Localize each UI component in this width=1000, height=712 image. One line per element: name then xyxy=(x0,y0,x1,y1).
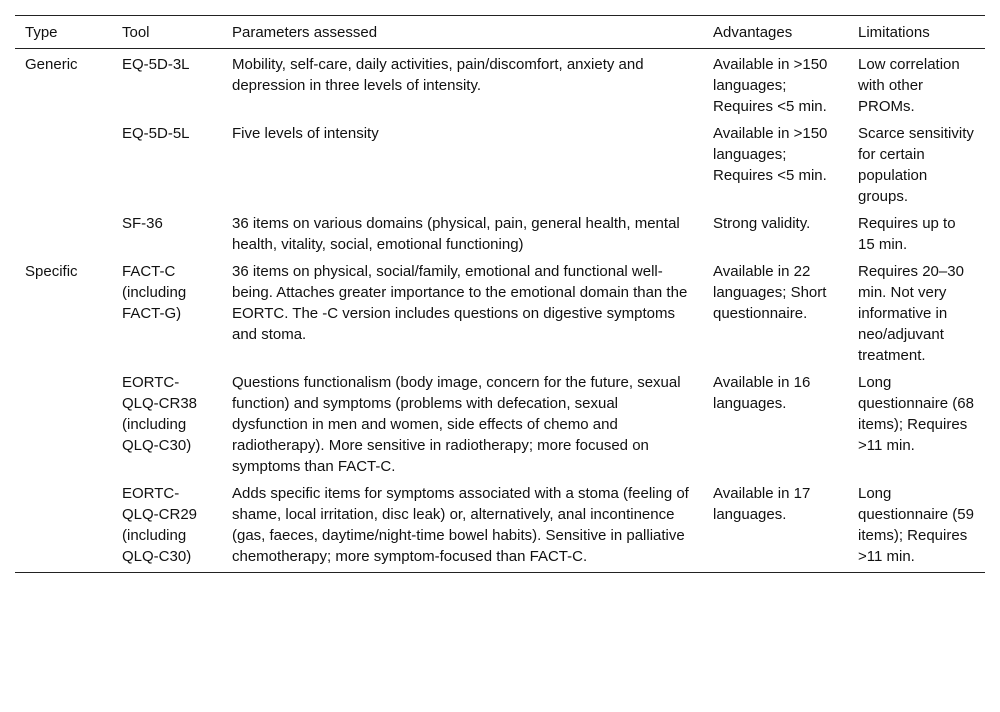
cell-advantages: Strong validity. xyxy=(713,215,811,232)
table-row xyxy=(15,120,985,210)
cell-params: Adds specific items for symptoms associated with a stoma (feeling of shame, local irritation, disc leak) or, alternatively, anal incontinence (gas, faeces, daytime/night-time bowel habits). Sensitive in palliative chemotherapy; more symptom-focused than FACT-C. xyxy=(232,485,689,565)
cell-params: Questions functionalism (body image, concern for the future, sexual function) and symptoms (problems with defecation, sexual dysfunction in men and women, side effects of chemo and radiotherapy). More sensitive in radiotherapy; more focused on symptoms than FACT-C. xyxy=(232,374,681,475)
cell-tool: EQ-5D-3L xyxy=(122,56,190,73)
cell-advantages: Available in 17 languages. xyxy=(713,485,811,523)
table-row xyxy=(15,258,985,369)
table-container xyxy=(15,15,985,573)
cell-advantages: Available in 22 languages; Short questionnaire. xyxy=(713,263,827,322)
cell-advantages: Available in >150 languages; Requires <5 min. xyxy=(713,56,828,115)
cell-limitations: Scarce sensitivity for certain population groups. xyxy=(858,125,974,205)
cell-advantages: Available in >150 languages; Requires <5 min. xyxy=(713,125,828,184)
cell-type xyxy=(15,210,112,258)
header-params: Parameters assessed xyxy=(232,24,378,41)
cell-type xyxy=(15,480,112,573)
cell-tool: EQ-5D-5L xyxy=(122,125,190,142)
table-body xyxy=(15,49,985,573)
table-row xyxy=(15,49,985,121)
cell-type: Generic xyxy=(25,56,78,73)
cell-tool: SF-36 xyxy=(122,215,163,232)
cell-limitations: Long questionnaire (68 items); Requires >11 min. xyxy=(858,374,974,454)
table-header xyxy=(15,16,985,49)
cell-params: Five levels of intensity xyxy=(232,125,379,142)
header-limitations: Limitations xyxy=(858,24,930,41)
cell-tool: FACT-C (including FACT-G) xyxy=(122,263,187,322)
prom-tools-table xyxy=(15,15,985,573)
cell-params: Mobility, self-care, daily activities, pain/discomfort, anxiety and depression in three levels of intensity. xyxy=(232,56,644,94)
cell-advantages: Available in 16 languages. xyxy=(713,374,811,412)
cell-limitations: Long questionnaire (59 items); Requires >11 min. xyxy=(858,485,974,565)
cell-type xyxy=(15,369,112,480)
table-row xyxy=(15,210,985,258)
cell-limitations: Requires up to 15 min. xyxy=(858,215,956,253)
table-row xyxy=(15,480,985,573)
cell-params: 36 items on physical, social/family, emotional and functional well-being. Attaches greater importance to the emotional domain than the EORTC. The -C version includes questions on digestive symptoms and stoma. xyxy=(232,263,688,343)
header-tool: Tool xyxy=(122,24,150,41)
cell-type: Specific xyxy=(25,263,78,280)
table-row xyxy=(15,369,985,480)
cell-limitations: Requires 20–30 min. Not very informative in neo/adjuvant treatment. xyxy=(858,263,964,364)
cell-limitations: Low correlation with other PROMs. xyxy=(858,56,960,115)
header-advantages: Advantages xyxy=(713,24,793,41)
cell-tool: EORTC-QLQ-CR29 (including QLQ-C30) xyxy=(122,485,198,565)
cell-params: 36 items on various domains (physical, pain, general health, mental health, vitality, social, emotional functioning) xyxy=(232,215,680,253)
cell-tool: EORTC-QLQ-CR38 (including QLQ-C30) xyxy=(122,374,198,454)
cell-type xyxy=(15,120,112,210)
header-type: Type xyxy=(25,24,58,41)
header-row xyxy=(15,16,985,49)
